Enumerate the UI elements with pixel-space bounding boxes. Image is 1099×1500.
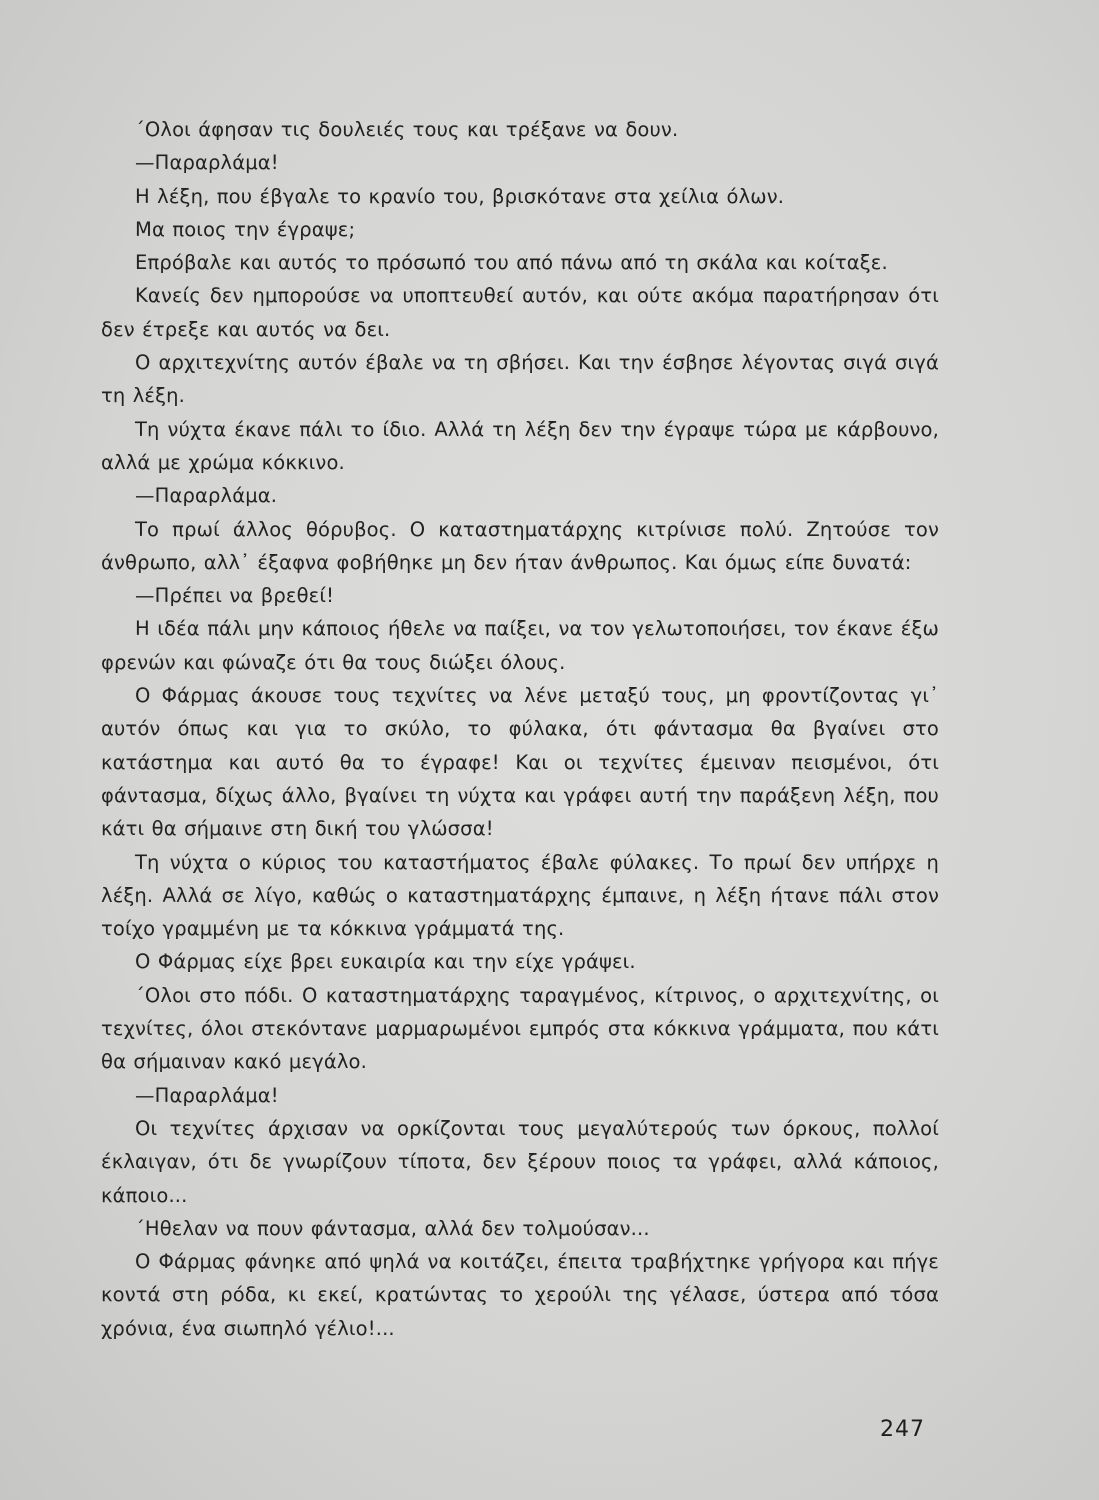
paragraph: Μα ποιος την έγραψε; [135,217,356,241]
paragraph: —Παραρλάμα. [135,484,278,508]
paragraph: Ο Φάρμας φάνηκε από ψηλά να κοιτάζει, έπειτα τραβήχτηκε γρήγορα και πήγε κοντά στη ρόδα, κι εκεί, κρατώντας το χερούλι της γέλασε, ύστερα από τόσα χρόνια, ένα σιωπηλό γέλιο!... [101,1250,939,1340]
paragraph: Τη νύχτα ο κύριος του καταστήματος έβαλε φύλακες. Το πρωί δεν υπήρχε η λέξη. Αλλά σε λίγο, καθώς ο καταστηματάρχης έμπαινε, η λέξη ήτανε πάλι στον τοίχο γραμμένη με τα κόκκινα γράμματά της. [101,850,939,941]
text-block [101,113,939,1345]
paragraph: Ο αρχιτεχνίτης αυτόν έβαλε να τη σβήσει. Και την έσβησε λέγοντας σιγά σιγά τη λέξη. [101,351,939,408]
paragraph: Ο Φάρμας είχε βρει ευκαιρία και την είχε γράψει. [135,950,636,974]
paragraph: Το πρωί άλλος θόρυβος. Ο καταστηματάρχης κιτρίνισε πολύ. Ζητούσε τον άνθρωπο, αλλ᾽ έξαφνα φοβήθηκε μη δεν ήταν άνθρωπος. Και όμως είπε δυνατά: [101,517,939,574]
paragraph: Ο Φάρμας άκουσε τους τεχνίτες να λένε μεταξύ τους, μη φροντίζοντας γι᾽ αυτόν όπως και για το σκύλο, το φύλακα, ότι φάντασμα θα βγαίνει στο κατάστημα και αυτό θα το έγραφε! Και οι τεχνίτες έμειναν πεισμένοι, ότι φάντασμα, δίχως άλλο, βγαίνει τη νύχτα και γράφει αυτή την παράξενη λέξη, που κάτι θα σήμαινε στη δική του γλώσσα! [101,684,939,841]
paragraph: Οι τεχνίτες άρχισαν να ορκίζονται τους μεγαλύτερούς των όρκους, πολλοί έκλαιγαν, ότι δε γνωρίζουν τίποτα, δεν ξέρουν ποιος τα γράφει, αλλά κάποιος, κάποιο... [101,1116,939,1207]
paragraph: ´Ηθελαν να πουν φάντασμα, αλλά δεν τολμούσαν... [135,1216,650,1240]
paragraph: Επρόβαλε και αυτός το πρόσωπό του από πάνω από τη σκάλα και κοίταξε. [135,251,888,275]
page-number: 247 [880,1417,925,1442]
paragraph: Τη νύχτα έκανε πάλι το ίδιο. Αλλά τη λέξη δεν την έγραψε τώρα με κάρβουνο, αλλά με χρώμα κόκκινο. [101,417,939,474]
paragraph: Η ιδέα πάλι μην κάποιος ήθελε να παίξει, να τον γελωτοποιήσει, τον έκανε έξω φρενών και φώναζε ότι θα τους διώξει όλους. [101,617,939,674]
paragraph: Κανείς δεν ημπορούσε να υποπτευθεί αυτόν, και ούτε ακόμα παρατήρησαν ότι δεν έτρεξε και αυτός να δει. [101,284,939,341]
paragraph: —Πρέπει να βρεθεί! [135,584,335,608]
paragraph: ´Ολοι άφησαν τις δουλειές τους και τρέξανε να δουν. [135,118,679,141]
paragraph: ´Ολοι στο πόδι. Ο καταστηματάρχης ταραγμένος, κίτρινος, ο αρχιτεχνίτης, οι τεχνίτες, όλοι στεκόντανε μαρμαρωμένοι εμπρός στα κόκκινα γράμματα, που κάτι θα σήμαιναν κακό μεγάλο. [101,983,939,1074]
paragraph: Η λέξη, που έβγαλε το κρανίο του, βρισκότανε στα χείλια όλων. [135,184,785,208]
paragraph: —Παραρλάμα! [135,151,279,175]
paragraph: —Παραρλάμα! [135,1083,279,1107]
